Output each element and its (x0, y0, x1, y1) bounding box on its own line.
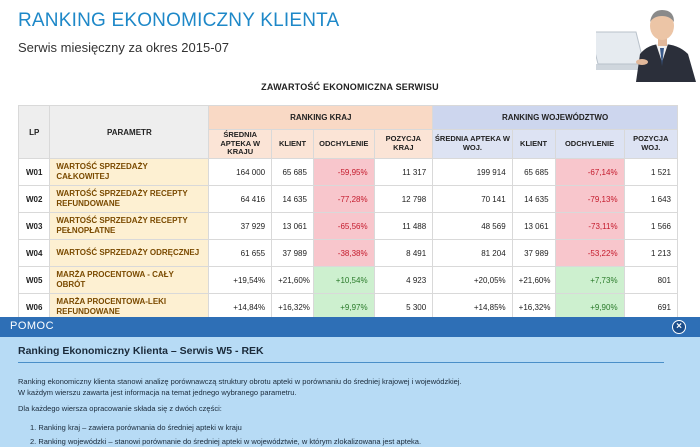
cell-odchylenie-woj: -79,13% (555, 186, 624, 213)
help-list-item-2: 2. Ranking wojewódzki – stanowi porównanie do średniej apteki w województwie, w którym zlokalizowana jest apteka. (30, 437, 422, 446)
row-lp: W05 (19, 267, 50, 294)
row-parametr: MARŻA PROCENTOWA - CAŁY OBRÓT (50, 267, 209, 294)
cell-srednia-woj: 70 141 (433, 186, 512, 213)
help-paragraph-3: Dla każdego wiersza opracowanie składa się z dwóch części: (18, 404, 222, 413)
cell-klient-kraj: 65 685 (272, 159, 314, 186)
col-header-klient-kraj: KLIENT (272, 130, 314, 159)
help-list-item-1: 1. Ranking kraj – zawiera porównania do średniej apteki w kraju (30, 423, 242, 432)
cell-pozycja-kraj: 11 317 (374, 159, 433, 186)
cell-pozycja-kraj: 11 488 (374, 213, 433, 240)
row-lp: W01 (19, 159, 50, 186)
cell-pozycja-kraj: 4 923 (374, 267, 433, 294)
row-lp: W02 (19, 186, 50, 213)
row-parametr: WARTOŚĆ SPRZEDAŻY ODRĘCZNEJ (50, 240, 209, 267)
col-header-parametr: PARAMETR (50, 106, 209, 159)
cell-odchylenie-woj: +7,73% (555, 267, 624, 294)
businessman-avatar-icon (596, 2, 700, 82)
cell-klient-kraj: 37 989 (272, 240, 314, 267)
cell-srednia-woj: 81 204 (433, 240, 512, 267)
help-panel (0, 317, 700, 447)
cell-srednia-kraj: 164 000 (209, 159, 272, 186)
cell-odchylenie-kraj: +9,97% (313, 294, 374, 321)
cell-odchylenie-kraj: +10,54% (313, 267, 374, 294)
cell-klient-woj: +21,60% (512, 267, 555, 294)
col-header-odchylenie-kraj: ODCHYLENIE (313, 130, 374, 159)
table-row (19, 213, 678, 240)
table-row (19, 240, 678, 267)
ranking-table (18, 105, 678, 321)
cell-pozycja-kraj: 5 300 (374, 294, 433, 321)
cell-srednia-kraj: 64 416 (209, 186, 272, 213)
col-header-lp: LP (19, 106, 50, 159)
help-title-bar (0, 317, 700, 337)
cell-srednia-woj: +20,05% (433, 267, 512, 294)
help-divider (18, 362, 664, 363)
table-row (19, 159, 678, 186)
cell-klient-woj: +16,32% (512, 294, 555, 321)
col-header-srednia-kraj: ŚREDNIA APTEKA W KRAJU (209, 130, 272, 159)
col-header-pozycja-woj: POZYCJA WOJ. (624, 130, 677, 159)
help-paragraph-2: W każdym wierszu zawarta jest informacja na temat jednego wybranego parametru. (18, 388, 297, 397)
group-header-ranking-kraj: RANKING KRAJ (209, 106, 433, 130)
col-header-srednia-woj: ŚREDNIA APTEKA W WOJ. (433, 130, 512, 159)
page-title: RANKING EKONOMICZNY KLIENTA (18, 10, 340, 31)
row-parametr: WARTOŚĆ SPRZEDAŻY CAŁKOWITEJ (50, 159, 209, 186)
cell-odchylenie-woj: +9,90% (555, 294, 624, 321)
row-lp: W06 (19, 294, 50, 321)
col-header-pozycja-kraj: POZYCJA KRAJ (374, 130, 433, 159)
cell-pozycja-woj: 801 (624, 267, 677, 294)
cell-pozycja-kraj: 12 798 (374, 186, 433, 213)
cell-srednia-kraj: +19,54% (209, 267, 272, 294)
close-icon[interactable]: × (672, 320, 686, 334)
cell-klient-woj: 37 989 (512, 240, 555, 267)
col-header-klient-woj: KLIENT (512, 130, 555, 159)
cell-klient-kraj: +16,32% (272, 294, 314, 321)
cell-klient-kraj: +21,60% (272, 267, 314, 294)
cell-odchylenie-woj: -67,14% (555, 159, 624, 186)
cell-odchylenie-woj: -53,22% (555, 240, 624, 267)
row-lp: W03 (19, 213, 50, 240)
cell-pozycja-woj: 1 643 (624, 186, 677, 213)
cell-srednia-kraj: 37 929 (209, 213, 272, 240)
cell-srednia-kraj: +14,84% (209, 294, 272, 321)
cell-srednia-kraj: 61 655 (209, 240, 272, 267)
cell-odchylenie-kraj: -38,38% (313, 240, 374, 267)
cell-srednia-woj: 48 569 (433, 213, 512, 240)
row-parametr: WARTOŚĆ SPRZEDAŻY RECEPTY PEŁNOPŁATNE (50, 213, 209, 240)
cell-odchylenie-kraj: -59,95% (313, 159, 374, 186)
row-lp: W04 (19, 240, 50, 267)
help-paragraph-1: Ranking ekonomiczny klienta stanowi analizę porównawczą struktury obrotu apteki w porównaniu do średniej krajowej i wojewódzkiej. (18, 377, 462, 386)
cell-odchylenie-kraj: -65,56% (313, 213, 374, 240)
cell-klient-woj: 65 685 (512, 159, 555, 186)
cell-odchylenie-kraj: -77,28% (313, 186, 374, 213)
table-row (19, 186, 678, 213)
help-heading: Ranking Ekonomiczny Klienta – Serwis W5 - REK (18, 345, 264, 357)
cell-odchylenie-woj: -73,11% (555, 213, 624, 240)
row-parametr: MARŻA PROCENTOWA-LEKI REFUNDOWANE (50, 294, 209, 321)
table-row (19, 267, 678, 294)
cell-pozycja-woj: 1 521 (624, 159, 677, 186)
col-header-odchylenie-woj: ODCHYLENIE (555, 130, 624, 159)
cell-pozycja-woj: 1 213 (624, 240, 677, 267)
ranking-table-body (19, 159, 678, 321)
cell-klient-kraj: 13 061 (272, 213, 314, 240)
cell-pozycja-kraj: 8 491 (374, 240, 433, 267)
cell-klient-kraj: 14 635 (272, 186, 314, 213)
cell-pozycja-woj: 1 566 (624, 213, 677, 240)
group-header-ranking-wojewodztwo: RANKING WOJEWÓDZTWO (433, 106, 678, 130)
cell-klient-woj: 13 061 (512, 213, 555, 240)
cell-srednia-woj: 199 914 (433, 159, 512, 186)
cell-pozycja-woj: 691 (624, 294, 677, 321)
page-subtitle: Serwis miesięczny za okres 2015-07 (18, 40, 229, 55)
section-title: ZAWARTOŚĆ EKONOMICZNA SERWISU (261, 82, 439, 92)
help-panel-title: POMOC (10, 320, 55, 332)
row-parametr: WARTOŚĆ SPRZEDAŻY RECEPTY REFUNDOWANE (50, 186, 209, 213)
cell-klient-woj: 14 635 (512, 186, 555, 213)
cell-srednia-woj: +14,85% (433, 294, 512, 321)
